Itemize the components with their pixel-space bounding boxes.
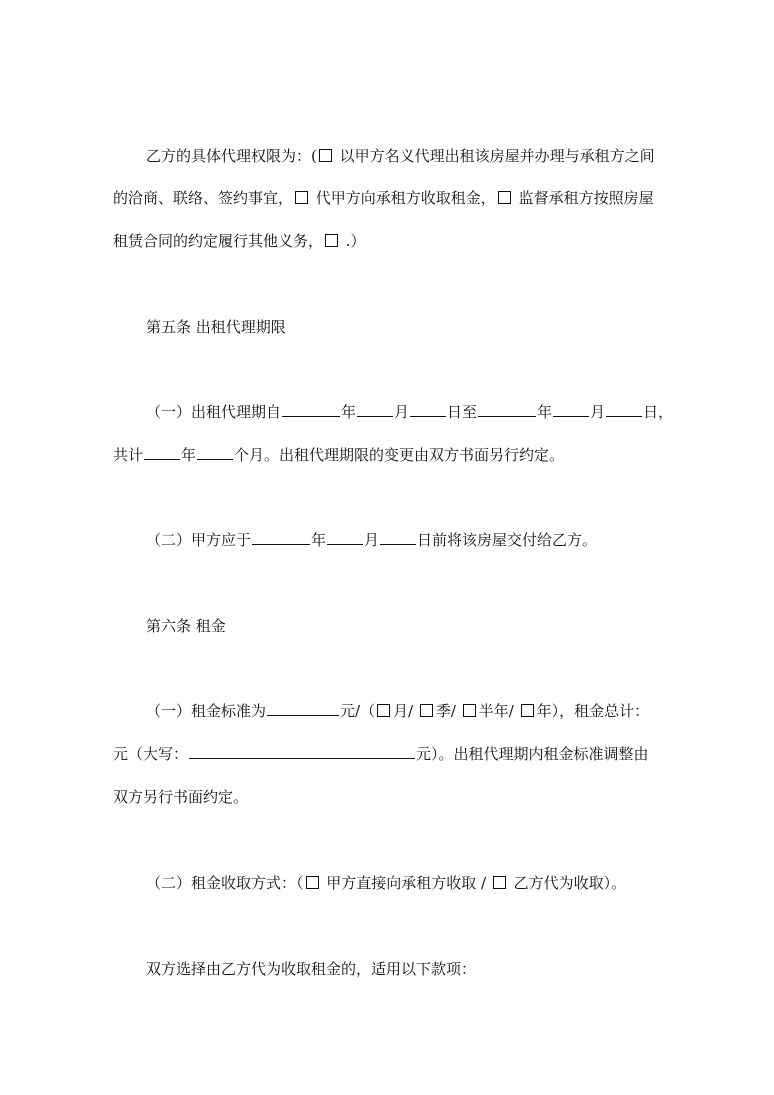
text: 乙方代为收取）。 xyxy=(508,874,627,892)
handover-day-blank[interactable] xyxy=(380,530,416,545)
text: 年 xyxy=(341,403,357,421)
checkbox-icon[interactable] xyxy=(521,704,534,717)
checkbox-icon[interactable] xyxy=(493,876,506,889)
rent-standard-line-2 xyxy=(113,744,649,764)
text: （一）租金标准为 xyxy=(146,702,267,720)
checkbox-icon[interactable] xyxy=(325,234,338,247)
checkbox-icon[interactable] xyxy=(306,876,319,889)
checkbox-icon[interactable] xyxy=(463,704,476,717)
article-5-title: 第五条 出租代理期限 xyxy=(146,318,286,336)
text: 日， xyxy=(643,403,674,421)
checkbox-icon[interactable] xyxy=(319,149,332,162)
text: 日前将该房屋交付给乙方。 xyxy=(417,531,598,549)
text: 元）。出租代理期内租金标准调整由 xyxy=(416,745,649,763)
text: 的洽商、联络、签约事宜， xyxy=(113,189,294,207)
text: （二）甲方应于 xyxy=(146,531,252,549)
text: 年），租金总计： xyxy=(536,702,650,720)
rent-amount-blank[interactable] xyxy=(267,701,339,716)
handover-line xyxy=(146,530,597,550)
rent-standard-line-3: 双方另行书面约定。 xyxy=(113,788,249,806)
text: .） xyxy=(341,232,366,250)
end-year-blank[interactable] xyxy=(478,402,536,417)
text: 年 xyxy=(181,446,197,464)
text: 年 xyxy=(311,531,327,549)
text: （二）租金收取方式：（ xyxy=(146,874,304,892)
agency-period-line-1 xyxy=(146,402,673,422)
agency-scope-line-2 xyxy=(113,188,654,208)
text: 共计 xyxy=(113,446,144,464)
text: 月 xyxy=(364,531,380,549)
checkbox-icon[interactable] xyxy=(498,191,511,204)
agency-scope-line-3 xyxy=(113,231,366,251)
rent-capital-blank[interactable] xyxy=(189,744,415,759)
end-month-blank[interactable] xyxy=(553,402,589,417)
text: 元/（ xyxy=(340,702,376,720)
start-day-blank[interactable] xyxy=(410,402,446,417)
text: 租赁合同的约定履行其他义务， xyxy=(113,232,324,250)
text: （一）出租代理期自 xyxy=(146,403,282,421)
text: 代甲方向承租方收取租金， xyxy=(311,189,496,207)
text: 个月。出租代理期限的变更由双方书面另行约定。 xyxy=(234,446,565,464)
start-year-blank[interactable] xyxy=(282,402,340,417)
rent-standard-line-1 xyxy=(146,701,649,721)
text: 月/ xyxy=(393,702,418,720)
total-years-blank[interactable] xyxy=(144,445,180,460)
agency-scope-line-1 xyxy=(146,146,655,166)
checkbox-icon[interactable] xyxy=(377,704,390,717)
text: 日至 xyxy=(447,403,478,421)
text: 月 xyxy=(590,403,606,421)
handover-month-blank[interactable] xyxy=(327,530,363,545)
text: 甲方直接向承租方收取 / xyxy=(321,874,491,892)
collection-terms-intro: 双方选择由乙方代为收取租金的，适用以下款项： xyxy=(146,960,477,978)
text: 乙方的具体代理权限为：( xyxy=(146,147,317,165)
text: 监督承租方按照房屋 xyxy=(513,189,654,207)
handover-year-blank[interactable] xyxy=(252,530,310,545)
text: 半年/ xyxy=(478,702,519,720)
text: 季/ xyxy=(435,702,461,720)
checkbox-icon[interactable] xyxy=(295,191,308,204)
text: 月 xyxy=(394,403,410,421)
end-day-blank[interactable] xyxy=(606,402,642,417)
text: 以甲方名义代理出租该房屋并办理与承租方之间 xyxy=(334,147,655,165)
checkbox-icon[interactable] xyxy=(420,704,433,717)
text: 年 xyxy=(537,403,553,421)
agency-period-line-2 xyxy=(113,445,564,465)
total-months-blank[interactable] xyxy=(197,445,233,460)
start-month-blank[interactable] xyxy=(357,402,393,417)
article-6-title: 第六条 租金 xyxy=(146,617,226,635)
rent-collection-line xyxy=(146,873,626,893)
text: 元（大写： xyxy=(113,745,189,763)
